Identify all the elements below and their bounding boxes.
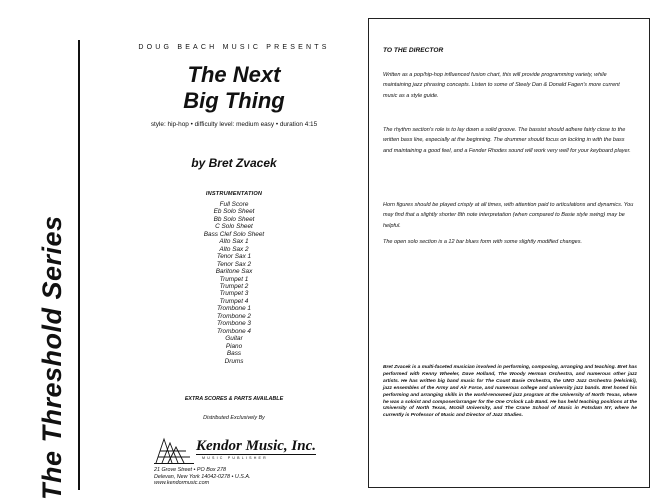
- address-line: Delevan, New York 14042-0278 • U.S.A.: [154, 473, 251, 480]
- instrument-part: Baritone Sax: [215, 268, 253, 276]
- spine-divider: [78, 40, 80, 490]
- instrument-part: Trumpet 4: [219, 297, 249, 305]
- publisher-block: [154, 433, 334, 495]
- publisher-subtitle: MUSIC PUBLISHER: [202, 456, 268, 460]
- cover-page: [18, 18, 340, 500]
- director-paragraph: Written as a pop/hip-hop influenced fusion chart, this will provide programming variety, while maintaining jazz phrasing concepts. Listen to some of Steely Dan & Donald Fagen's more current music as a style guide.: [383, 72, 620, 99]
- instrument-part: Drums: [224, 357, 244, 365]
- publisher-rule: [196, 454, 316, 455]
- instrument-part: Trombone 2: [217, 312, 251, 320]
- piece-title: [114, 62, 354, 114]
- instrument-part: Eb Solo Sheet: [213, 208, 255, 216]
- director-heading: TO THE DIRECTOR: [383, 47, 444, 54]
- instrument-part: Trombone 3: [217, 320, 251, 328]
- series-name: The Threshold Series: [37, 215, 67, 500]
- kendor-logo-icon: [154, 433, 194, 465]
- distributed-by: Distributed Exclusively By: [203, 415, 265, 421]
- instrument-part: Trumpet 3: [219, 290, 249, 298]
- director-paragraph: The rhythm section's role is to lay down a solid groove. The bassist should adhere fairly close to the written bass line, especially at the beginning. The drummer should focus on locking in with the bass and maintaining a good feel, and a Fender Rhodes sound will work very well for your keyboard player.: [383, 127, 631, 154]
- instrument-part: Guitar: [225, 335, 243, 343]
- instrument-part: Tenor Sax 2: [216, 260, 252, 268]
- director-paragraph: The open solo section is a 12 bar blues form with some slightly modified changes.: [383, 239, 583, 245]
- address-line: 21 Grove Street • PO Box 278: [154, 467, 227, 473]
- composer-credit: by Bret Zvacek: [191, 156, 277, 170]
- director-notes-page: [368, 18, 650, 488]
- instrument-part: Bass Clef Solo Sheet: [203, 230, 265, 238]
- instrument-part: Trombone 4: [217, 327, 251, 335]
- instrument-part: Alto Sax 1: [219, 238, 249, 246]
- instrument-part: Bass: [226, 350, 242, 358]
- composer-bio: Bret Zvacek is a multi-faceted musician involved in performing, composing, arranging and teaching. Bret has performed with Kenny Wheeler, Dave Holland, The Woody Herman Orchestra, and numerous other jazz artists. He has written big band music for The Count Basie Orchestra, the UMO Jazz Orchestra (Helsinki), jazz ensembles of the Army and Air Force, and numerous college and university jazz bands. Bret honed his performing and arranging skills in the world-renowned jazz program at the University of North Texas, where he was a soloist and composer/arranger for the One O'clock Lab Band. He has held teaching positions at the University of North Texas, McGill University, and The Crane School of Music in Potsdam NY, where he currently is Professor of Music and Director of Jazz Studies.: [383, 365, 637, 419]
- instrument-part: Trombone 1: [217, 305, 251, 313]
- instrument-part: Bb Solo Sheet: [213, 215, 255, 223]
- publisher-name: Kendor Music, Inc.: [196, 438, 317, 454]
- director-paragraph: Horn figures should be played crisply at all times, with attention paid to articulations and dynamics. You may find that a slightly shorter 8th note interpretation (when compared to Basie style swing) may be helpful.: [383, 202, 634, 229]
- extra-scores-note: EXTRA SCORES & PARTS AVAILABLE: [184, 396, 284, 402]
- instrument-part: Tenor Sax 1: [216, 253, 252, 261]
- instrument-part: Trumpet 2: [219, 282, 249, 290]
- instrument-part: Alto Sax 2: [219, 245, 249, 253]
- website-link[interactable]: www.kendormusic.com: [154, 480, 210, 487]
- instrument-part: C Solo Sheet: [215, 223, 253, 231]
- instrument-part: Piano: [225, 342, 243, 350]
- title-line-1: The Next: [187, 62, 281, 87]
- instrumentation-list: [114, 201, 354, 365]
- instrument-part: Trumpet 1: [219, 275, 249, 283]
- title-line-2: Big Thing: [183, 88, 285, 113]
- instrumentation-heading: INSTRUMENTATION: [205, 191, 263, 197]
- instrument-part: Full Score: [219, 201, 249, 208]
- publisher-address: [154, 467, 250, 487]
- style-info: style: hip-hop • difficulty level: medium easy • duration 4:15: [150, 121, 318, 128]
- presenter-line: DOUG BEACH MUSIC PRESENTS: [138, 44, 330, 51]
